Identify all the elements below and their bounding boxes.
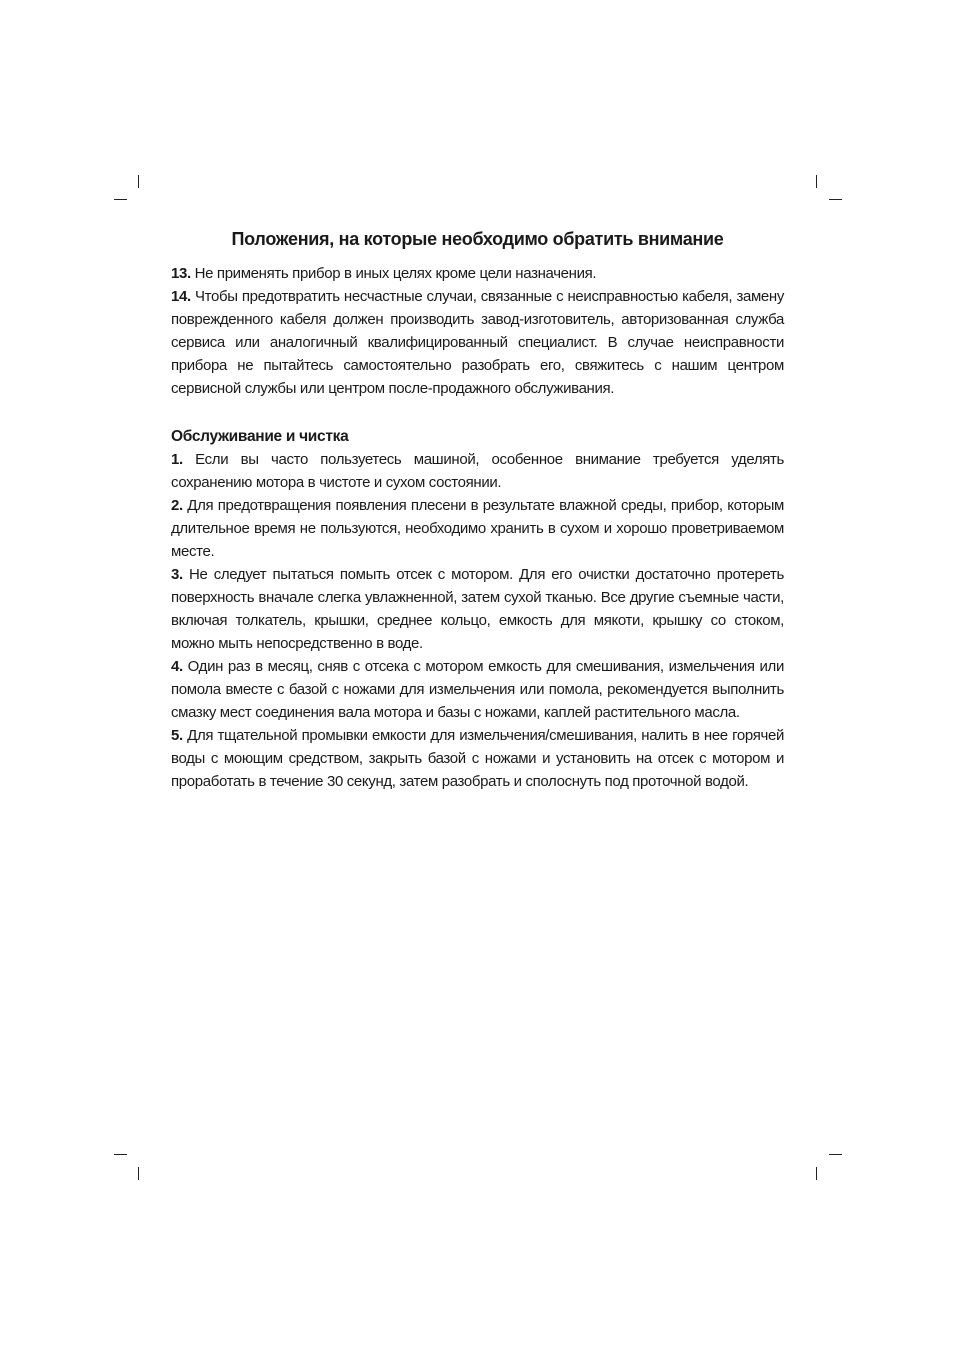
item-number: 1. bbox=[171, 451, 183, 468]
crop-mark-top-left-horizontal bbox=[114, 199, 127, 200]
item-text: Не следует пытаться помыть отсек с мотором. Для его очистки достаточно протереть поверхность вначале слегка увлажненной, затем сухой тканью. Все другие съемные части, включая толкатель, крышки, среднее кольцо, емкость для мякоти, крышку со стоком, можно мыть непосредственно в воде. bbox=[171, 566, 784, 652]
crop-mark-bottom-right-horizontal bbox=[829, 1154, 842, 1155]
list-item bbox=[171, 724, 784, 793]
item-text: Один раз в месяц, сняв с отсека с мотором емкость для смешивания, измельчения или помола вместе с базой с ножами для измельчения или помола, рекомендуется выполнить смазку мест соединения вала мотора и базы с ножами, каплей растительного масла. bbox=[171, 658, 784, 721]
item-number: 5. bbox=[171, 727, 183, 744]
list-item bbox=[171, 494, 784, 563]
page-content bbox=[171, 229, 784, 793]
item-number: 4. bbox=[171, 658, 183, 675]
item-number: 13. bbox=[171, 265, 191, 282]
crop-mark-bottom-right-vertical bbox=[816, 1167, 817, 1180]
item-number: 3. bbox=[171, 566, 183, 583]
item-text: Не применять прибор в иных целях кроме цели назначения. bbox=[190, 265, 597, 282]
list-item bbox=[171, 563, 784, 655]
crop-mark-top-left-vertical bbox=[138, 175, 139, 188]
item-number: 2. bbox=[171, 497, 183, 514]
list-item bbox=[171, 285, 784, 400]
page-heading: Положения, на которые необходимо обратить внимание bbox=[231, 229, 724, 249]
item-text: Для тщательной промывки емкости для измельчения/смешивания, налить в нее горячей воды с моющим средством, закрыть базой с ножами и установить на отсек с мотором и проработать в течение 30 секунд, затем разобрать и сполоснуть под проточной водой. bbox=[171, 727, 784, 790]
crop-mark-bottom-left-horizontal bbox=[114, 1154, 127, 1155]
item-text: Для предотвращения появления плесени в результате влажной среды, прибор, которым длительное время не пользуются, необходимо хранить в сухом и хорошо проветриваемом месте. bbox=[171, 497, 784, 560]
item-text: Если вы часто пользуетесь машиной, особенное внимание требуется уделять сохранению мотора в чистоте и сухом состоянии. bbox=[171, 451, 784, 491]
list-item bbox=[171, 655, 784, 724]
item-number: 14. bbox=[171, 288, 191, 305]
list-item bbox=[171, 448, 784, 494]
crop-mark-top-right-horizontal bbox=[829, 199, 842, 200]
item-text: Чтобы предотвратить несчастные случаи, связанные с неисправностью кабеля, замену поврежденного кабеля должен производить завод-изготовитель, авторизованная служба сервиса или аналогичный квалифицированный специалист. В случае неисправности прибора не пытайтесь самостоятельно разобрать его, свяжитесь с нашим центром сервисной службы или центром после-продажного обслуживания. bbox=[171, 288, 784, 397]
section-title: Обслуживание и чистка bbox=[171, 428, 349, 445]
list-item bbox=[171, 262, 784, 285]
crop-mark-bottom-left-vertical bbox=[138, 1167, 139, 1180]
crop-mark-top-right-vertical bbox=[816, 175, 817, 188]
